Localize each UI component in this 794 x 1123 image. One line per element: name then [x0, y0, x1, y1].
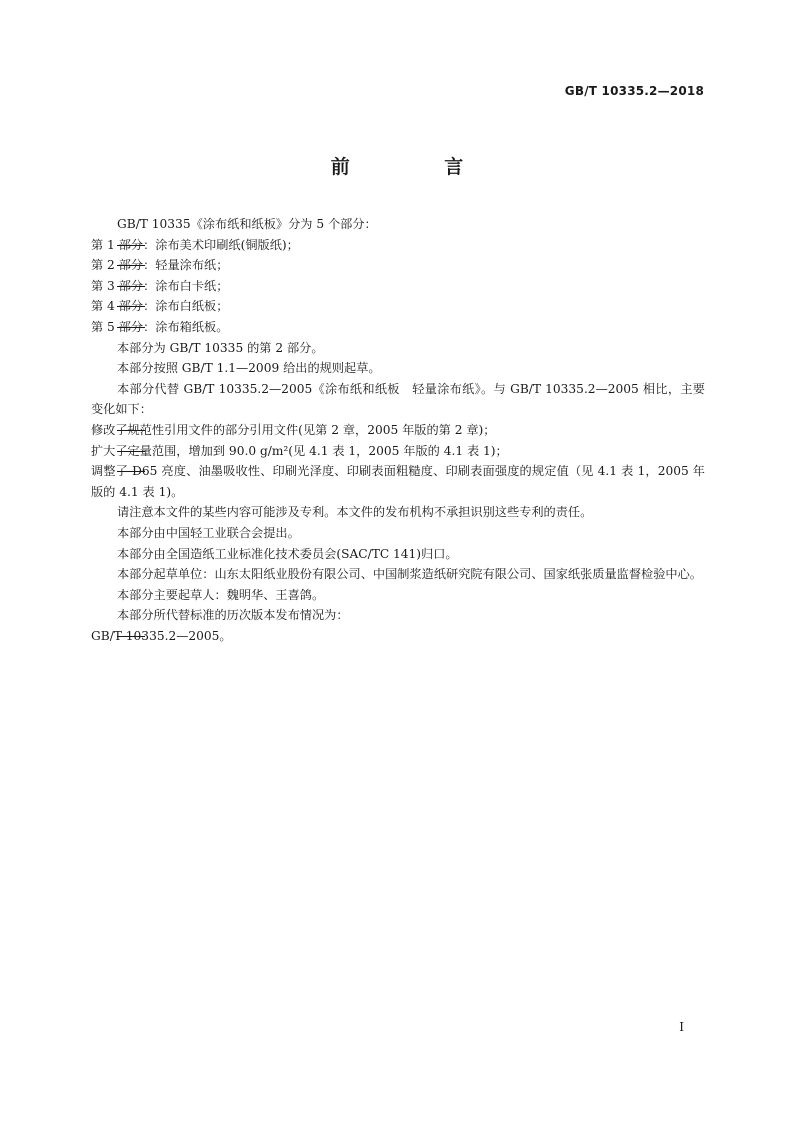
paragraph-proposed-by: 本部分由中国轻工业联合会提出。	[117, 525, 300, 540]
list-item-text: 第 3 部分：涂布白卡纸；	[91, 278, 229, 293]
dash-marker	[117, 327, 145, 328]
paragraph-parts-intro: GB/T 10335《涂布纸和纸板》分为 5 个部分：	[117, 217, 377, 231]
foreword-body	[91, 214, 705, 646]
list-item-part-3	[91, 276, 705, 297]
list-item-text: GB/T 10335.2—2005。	[91, 628, 232, 643]
paragraph-drafting-units: 本部分起草单位：山东太阳纸业股份有限公司、中国制浆造纸研究院有限公司、国家纸张质量监督检验中心。	[117, 567, 702, 582]
list-item-change-3	[91, 461, 705, 502]
paragraph-drafters: 本部分主要起草人：魏明华、王喜鸽。	[117, 587, 325, 602]
list-item-part-4	[91, 296, 705, 317]
list-item-part-1	[91, 235, 705, 256]
list-item-change-2	[91, 441, 705, 462]
list-item-text: 调整了 D65 亮度、油墨吸收性、印刷光泽度、印刷表面粗糙度、印刷表面强度的规定值（见 4.1 表 1，2005 年版的 4.1 表 1)。	[91, 464, 705, 499]
paragraph-previous-editions: 本部分所代替标准的历次版本发布情况为：	[117, 608, 349, 623]
list-item-change-1	[91, 420, 705, 441]
dash-marker	[117, 430, 145, 431]
list-item-text: 第 1 部分：涂布美术印刷纸(铜版纸)；	[91, 237, 299, 252]
list-item-previous-edition	[91, 626, 705, 647]
list-item-text: 第 5 部分：涂布箱纸板。	[91, 319, 229, 334]
dash-marker	[117, 636, 145, 637]
dash-marker	[117, 451, 145, 452]
dash-marker	[117, 245, 145, 246]
list-item-text: 扩大了定量范围，增加到 90.0 g/m²(见 4.1 表 1，2005 年版的 4.1 表 1)；	[91, 443, 508, 458]
paragraph-patent-notice: 请注意本文件的某些内容可能涉及专利。本文件的发布机构不承担识别这些专利的责任。	[117, 505, 593, 520]
dash-marker	[117, 471, 145, 472]
paragraph-drafting-rules: 本部分按照 GB/T 1.1—2009 给出的规则起草。	[117, 361, 381, 376]
dash-marker	[117, 306, 145, 307]
paragraph-part-number: 本部分为 GB/T 10335 的第 2 部分。	[117, 340, 324, 355]
dash-marker	[117, 265, 145, 266]
list-item-text: 第 4 部分：涂布白纸板；	[91, 299, 229, 314]
standard-code-header: GB/T 10335.2—2018	[564, 84, 704, 98]
list-item-part-5	[91, 317, 705, 338]
page-number: I	[679, 1020, 684, 1034]
paragraph-under-jurisdiction: 本部分由全国造纸工业标准化技术委员会(SAC/TC 141)归口。	[117, 546, 458, 561]
page-title: 前 言	[330, 156, 508, 178]
list-item-part-2	[91, 255, 705, 276]
dash-marker	[117, 286, 145, 287]
paragraph-replacement: 本部分代替 GB/T 10335.2—2005《涂布纸和纸板 轻量涂布纸》。与 GB/T 10335.2—2005 相比，主要变化如下：	[91, 381, 705, 417]
list-item-text: 第 2 部分：轻量涂布纸；	[91, 258, 229, 273]
list-item-text: 修改了规范性引用文件的部分引用文件(见第 2 章，2005 年版的第 2 章)；	[91, 422, 496, 437]
